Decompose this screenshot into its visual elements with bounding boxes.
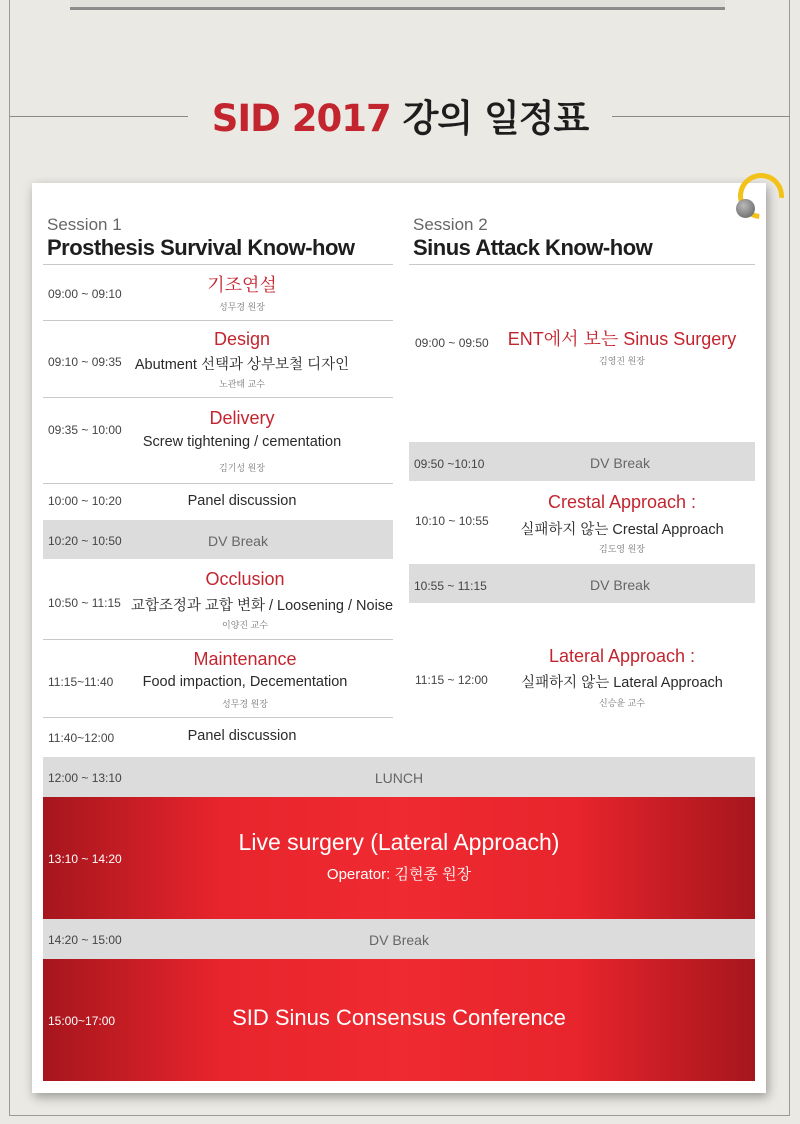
consensus-conference-row [43, 959, 755, 1081]
session2-break-row [409, 564, 755, 603]
row-time: 10:55 ~ 11:15 [414, 579, 487, 593]
row-subtitle: Abutment 선택과 상부보철 디자인 [134, 357, 350, 373]
row-time: 12:00 ~ 13:10 [48, 771, 122, 785]
lunch-row [43, 757, 755, 797]
row-title: 기조연설 [207, 275, 277, 295]
row-text: Panel discussion [187, 728, 297, 744]
divider [43, 483, 393, 484]
row-time: 13:10 ~ 14:20 [48, 852, 122, 866]
session2-label: Session 2 [413, 215, 488, 234]
session1-label: Session 1 [47, 215, 122, 234]
row-title: Live surgery (Lateral Approach) [238, 829, 560, 855]
row-time: 09:50 ~10:10 [414, 457, 485, 471]
live-surgery-row [43, 797, 755, 919]
row-text: DV Break [590, 577, 650, 593]
row-time: 11:15 ~ 12:00 [415, 673, 488, 687]
row-speaker: 김기성 원장 [219, 463, 265, 473]
break-row [43, 919, 755, 959]
divider [43, 639, 393, 640]
session1-title: Prosthesis Survival Know-how [47, 235, 355, 260]
row-text: Panel discussion [187, 493, 297, 509]
row-time: 09:00 ~ 09:10 [48, 287, 122, 301]
session1-break-row [43, 520, 393, 559]
session2-title: Sinus Attack Know-how [413, 235, 653, 260]
row-title: Maintenance [193, 649, 297, 669]
pin-icon [736, 199, 755, 218]
row-subtitle: 교합조정과 교합 변화 / Loosening / Noise [130, 598, 394, 614]
row-speaker: 성무경 원장 [222, 699, 268, 709]
row-speaker: 노관태 교수 [219, 379, 265, 389]
divider [43, 264, 393, 265]
divider [43, 320, 393, 321]
row-text: LUNCH [374, 770, 424, 786]
row-title: Occlusion [205, 569, 285, 589]
row-title: SID Sinus Consensus Conference [232, 1005, 566, 1030]
row-time: 10:00 ~ 10:20 [48, 494, 122, 508]
row-title: Crestal Approach : [547, 492, 697, 512]
row-time: 09:00 ~ 09:50 [415, 336, 489, 350]
divider [43, 717, 393, 718]
top-band [70, 0, 725, 10]
row-subtitle: Operator: 김현종 원장 [326, 866, 472, 883]
row-speaker: 성무경 원장 [219, 302, 265, 312]
row-subtitle: Screw tightening / cementation [142, 434, 342, 450]
page-title-rest: 강의 일정표 [402, 97, 589, 140]
row-time: 10:10 ~ 10:55 [415, 514, 489, 528]
row-title: Delivery [209, 408, 275, 428]
row-speaker: 김영진 원장 [599, 356, 645, 366]
row-title: Design [213, 329, 271, 349]
row-text: DV Break [590, 455, 650, 471]
page-title-accent: SID 2017 [211, 97, 391, 140]
row-title: Lateral Approach : [548, 646, 696, 666]
row-time: 10:20 ~ 10:50 [48, 534, 122, 548]
row-speaker: 이양진 교수 [222, 620, 268, 630]
divider [43, 397, 393, 398]
row-text: DV Break [208, 533, 268, 549]
row-time: 15:00~17:00 [48, 1014, 116, 1028]
row-speaker: 신승윤 교수 [599, 698, 645, 708]
row-subtitle: Food impaction, Decementation [142, 674, 348, 690]
row-subtitle: 실패하지 않는 Crestal Approach [520, 522, 724, 538]
session2-break-row [409, 442, 755, 481]
row-time: 11:15~11:40 [48, 675, 114, 689]
schedule-card [32, 183, 766, 1093]
row-time: 14:20 ~ 15:00 [48, 933, 122, 947]
divider [409, 264, 755, 265]
row-time: 10:50 ~ 11:15 [48, 596, 121, 610]
page-title [0, 88, 800, 142]
row-time: 09:10 ~ 09:35 [48, 355, 122, 369]
row-title: ENT에서 보는 Sinus Surgery [507, 329, 737, 349]
row-text: DV Break [369, 932, 429, 948]
row-time: 09:35 ~ 10:00 [48, 423, 122, 437]
row-time: 11:40~12:00 [48, 731, 115, 745]
row-subtitle: 실패하지 않는 Lateral Approach [521, 675, 723, 691]
row-speaker: 김도영 원장 [599, 544, 645, 554]
